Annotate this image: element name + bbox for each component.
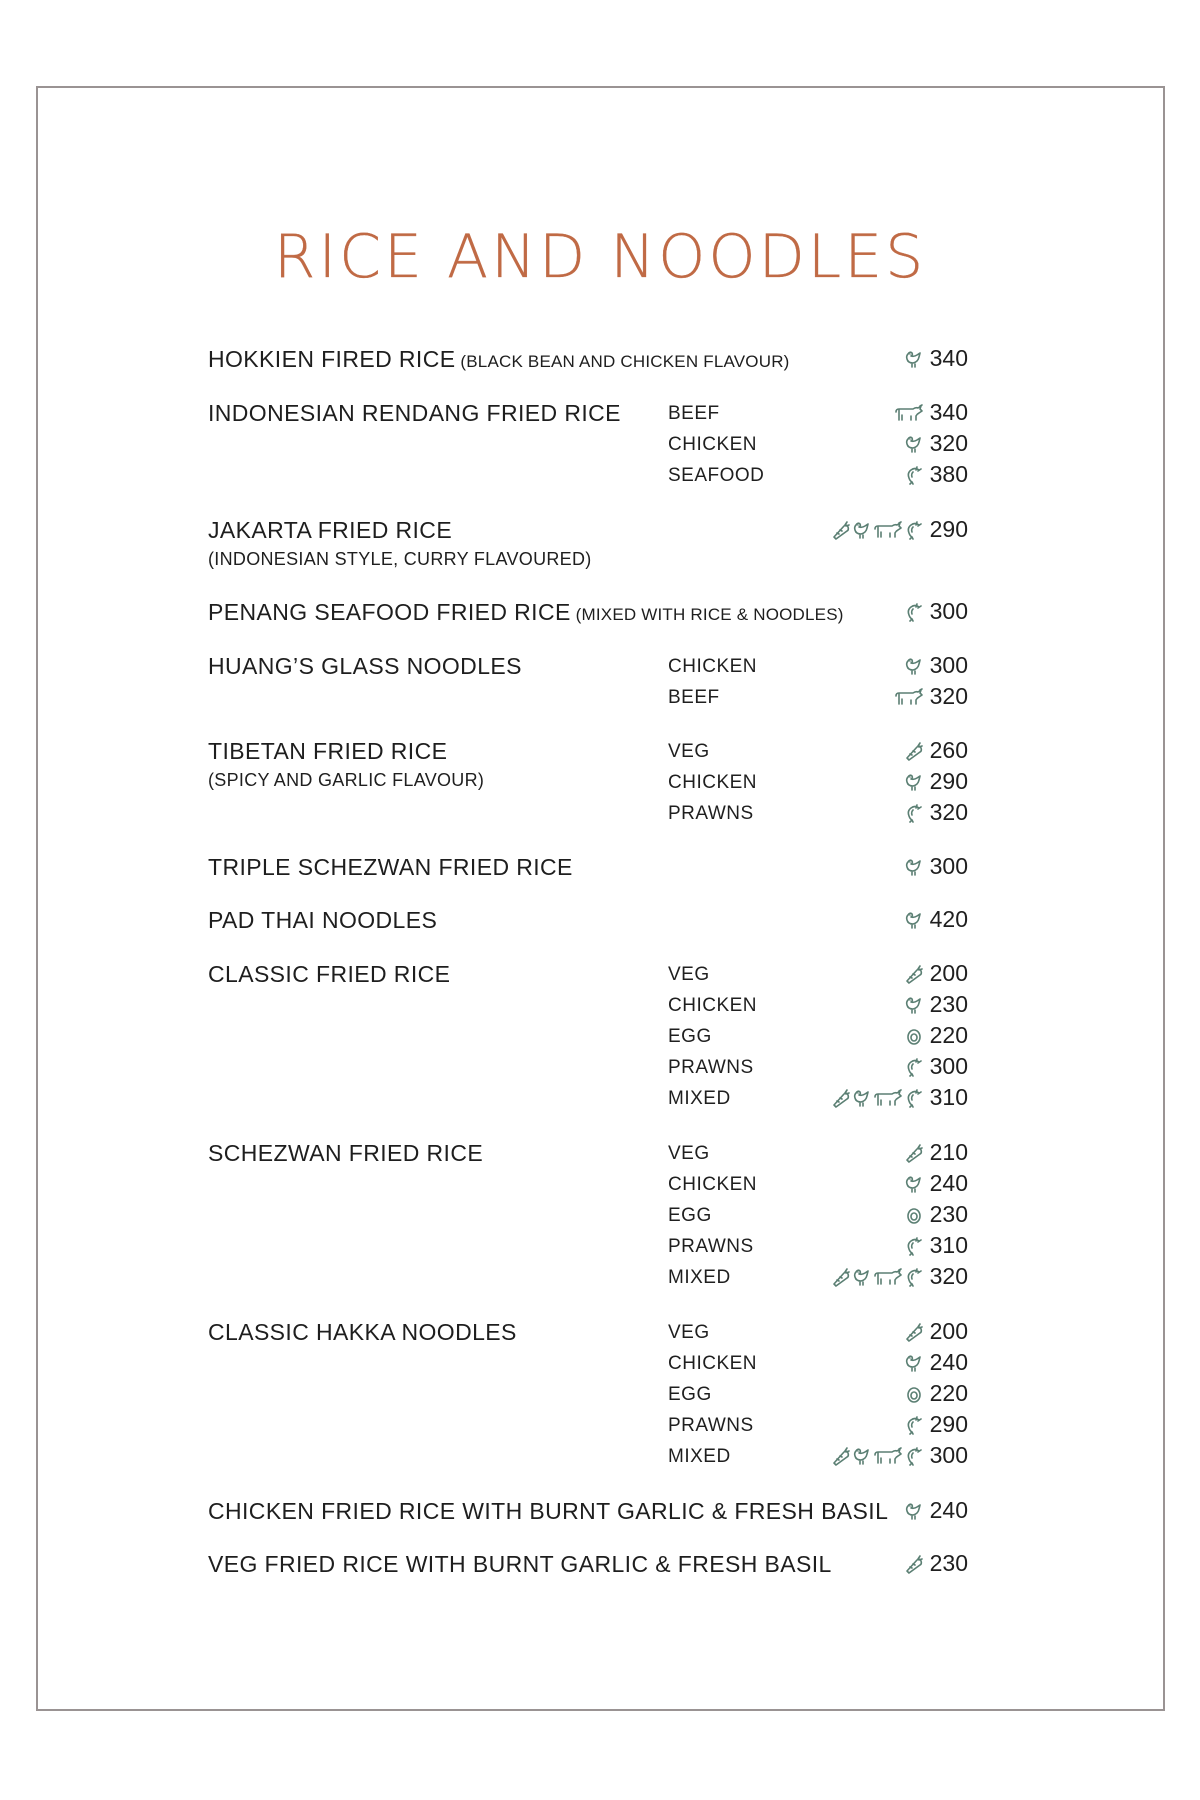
veg-icon [904,964,924,984]
price [904,1380,968,1407]
dish-name-text: HUANG’S GLASS NOODLES [208,653,522,679]
dish-name-text: TRIPLE SCHEZWAN FRIED RICE [208,854,573,880]
diet-icons [904,772,924,792]
veg-icon [904,1322,924,1342]
price [904,598,968,625]
diet-icons [904,803,924,823]
chicken-icon [852,1267,872,1287]
diet-icons [904,1554,924,1574]
diet-icons [904,910,924,930]
price [904,1318,968,1345]
price-value: 290 [929,1411,968,1437]
price [904,1170,968,1197]
variant-label: MIXED [668,1267,731,1288]
variant-label: PRAWNS [668,803,754,824]
beef-icon [873,1446,903,1466]
variant-label: EGG [668,1026,712,1047]
dish-name [208,1319,517,1346]
dish-note: (BLACK BEAN AND CHICKEN FLAVOUR) [455,352,790,371]
diet-icons [904,1384,924,1404]
prawn-icon [904,1236,924,1256]
variant-label: PRAWNS [668,1236,754,1257]
price [904,1411,968,1438]
price [904,1022,968,1049]
egg-icon [904,1026,924,1046]
diet-icons [894,687,924,707]
price-value: 200 [929,960,968,986]
price-value: 380 [929,461,968,487]
variant-label: PRAWNS [668,1415,754,1436]
price-value: 310 [929,1232,968,1258]
prawn-icon [904,1415,924,1435]
chicken-icon [904,434,924,454]
chicken-icon [904,1501,924,1521]
dish-name [208,653,522,680]
variant-label: VEG [668,741,710,762]
price [904,853,968,880]
dish-name-text: CHICKEN FRIED RICE WITH BURNT GARLIC & FRESH BASIL [208,1498,889,1524]
variant-label: CHICKEN [668,656,758,677]
price-value: 260 [929,737,968,763]
price [894,683,968,710]
price-value: 200 [929,1318,968,1344]
price-value: 300 [929,598,968,624]
dish-name-text: TIBETAN FRIED RICE [208,738,448,764]
diet-icons [904,741,924,761]
diet-icons [831,520,924,540]
price [904,1349,968,1376]
page-title: RICE AND NOODLES [273,222,927,292]
dish-name [208,1551,832,1578]
diet-icons [904,1174,924,1194]
diet-icons [831,1267,924,1287]
price [904,737,968,764]
veg-icon [831,520,851,540]
variant-label: PRAWNS [668,1057,754,1078]
price [904,768,968,795]
variant-label: MIXED [668,1088,731,1109]
diet-icons [904,349,924,369]
beef-icon [873,1267,903,1287]
price [904,1232,968,1259]
dish-name [208,599,844,626]
price [904,799,968,826]
chicken-icon [904,910,924,930]
price-value: 240 [929,1170,968,1196]
price-value: 300 [929,1053,968,1079]
price [904,1139,968,1166]
price-value: 240 [929,1349,968,1375]
dish-name [208,346,790,373]
price [904,1053,968,1080]
variant-label: VEG [668,1143,710,1164]
price-value: 320 [929,683,968,709]
prawn-icon [904,602,924,622]
diet-icons [904,1205,924,1225]
price [904,960,968,987]
price [904,1201,968,1228]
chicken-icon [904,857,924,877]
dish-note: (MIXED WITH RICE & NOODLES) [570,605,844,624]
price-value: 420 [929,906,968,932]
chicken-icon [904,1353,924,1373]
egg-icon [904,1384,924,1404]
chicken-icon [852,520,872,540]
price [904,345,968,372]
diet-icons [904,1322,924,1342]
variant-label: EGG [668,1205,712,1226]
price [904,1497,968,1524]
dish-name-text: CLASSIC HAKKA NOODLES [208,1319,517,1345]
dish-name-text: PAD THAI NOODLES [208,907,438,933]
price [831,1263,968,1290]
dish-name [208,961,450,988]
diet-icons [831,1446,924,1466]
price [904,906,968,933]
chicken-icon [852,1088,872,1108]
chicken-icon [904,995,924,1015]
prawn-icon [904,803,924,823]
variant-label: SEAFOOD [668,465,765,486]
prawn-icon [904,1057,924,1077]
dish-name-text: PENANG SEAFOOD FRIED RICE [208,599,571,625]
dish-name-text: VEG FRIED RICE WITH BURNT GARLIC & FRESH BASIL [208,1551,832,1577]
diet-icons [904,602,924,622]
price-value: 230 [929,1550,968,1576]
diet-icons [904,995,924,1015]
beef-icon [894,403,924,423]
variant-label: BEEF [668,687,720,708]
price-value: 220 [929,1380,968,1406]
dish-name [208,400,621,427]
beef-icon [873,520,903,540]
veg-icon [904,1143,924,1163]
diet-icons [904,1026,924,1046]
price-value: 230 [929,1201,968,1227]
price-value: 340 [929,399,968,425]
variant-label: BEEF [668,403,720,424]
price-value: 300 [929,1442,968,1468]
price-value: 300 [929,652,968,678]
variant-label: CHICKEN [668,1353,758,1374]
dish-name-text: HOKKIEN FIRED RICE [208,346,456,372]
price-value: 230 [929,991,968,1017]
diet-icons [904,1143,924,1163]
beef-icon [894,687,924,707]
veg-icon [904,741,924,761]
variant-label: VEG [668,1322,710,1343]
variant-label: MIXED [668,1446,731,1467]
veg-icon [831,1446,851,1466]
diet-icons [904,656,924,676]
dish-name-text: JAKARTA FRIED RICE [208,517,453,543]
beef-icon [873,1088,903,1108]
price-value: 320 [929,799,968,825]
price-value: 220 [929,1022,968,1048]
price [904,1550,968,1577]
chicken-icon [852,1446,872,1466]
chicken-icon [904,349,924,369]
diet-icons [904,1501,924,1521]
prawn-icon [904,465,924,485]
diet-icons [894,403,924,423]
price [831,1084,968,1111]
egg-icon [904,1205,924,1225]
variant-label: CHICKEN [668,772,758,793]
variant-label: CHICKEN [668,995,758,1016]
veg-icon [904,1554,924,1574]
chicken-icon [904,1174,924,1194]
variant-label: EGG [668,1384,712,1405]
price-value: 290 [929,516,968,542]
diet-icons [904,465,924,485]
prawn-icon [904,1267,924,1287]
diet-icons [904,1057,924,1077]
prawn-icon [904,1446,924,1466]
diet-icons [904,857,924,877]
variant-label: VEG [668,964,710,985]
dish-description: (INDONESIAN STYLE, CURRY FLAVOURED) [208,549,592,569]
price [831,516,968,543]
diet-icons [831,1088,924,1108]
price [904,461,968,488]
dish-name [208,907,437,934]
price-value: 340 [929,345,968,371]
dish-name [208,1498,888,1525]
dish-name-text: CLASSIC FRIED RICE [208,961,451,987]
dish-name-text: INDONESIAN RENDANG FRIED RICE [208,400,621,426]
diet-icons [904,1353,924,1373]
dish-name-text: SCHEZWAN FRIED RICE [208,1140,484,1166]
dish-name [208,1140,483,1167]
dish-name [208,517,452,544]
veg-icon [831,1088,851,1108]
price-value: 310 [929,1084,968,1110]
price-value: 240 [929,1497,968,1523]
chicken-icon [904,656,924,676]
diet-icons [904,434,924,454]
variant-label: CHICKEN [668,434,758,455]
dish-name [208,738,447,765]
price-value: 210 [929,1139,968,1165]
dish-name [208,854,573,881]
price [904,430,968,457]
dish-description: (SPICY AND GARLIC FLAVOUR) [208,770,485,790]
diet-icons [904,1415,924,1435]
price [831,1442,968,1469]
variant-label: CHICKEN [668,1174,758,1195]
prawn-icon [904,520,924,540]
prawn-icon [904,1088,924,1108]
price-value: 300 [929,853,968,879]
veg-icon [831,1267,851,1287]
diet-icons [904,964,924,984]
price-value: 320 [929,1263,968,1289]
price [904,991,968,1018]
chicken-icon [904,772,924,792]
price-value: 290 [929,768,968,794]
page-border [36,86,1165,1711]
diet-icons [904,1236,924,1256]
price [904,652,968,679]
price [894,399,968,426]
price-value: 320 [929,430,968,456]
